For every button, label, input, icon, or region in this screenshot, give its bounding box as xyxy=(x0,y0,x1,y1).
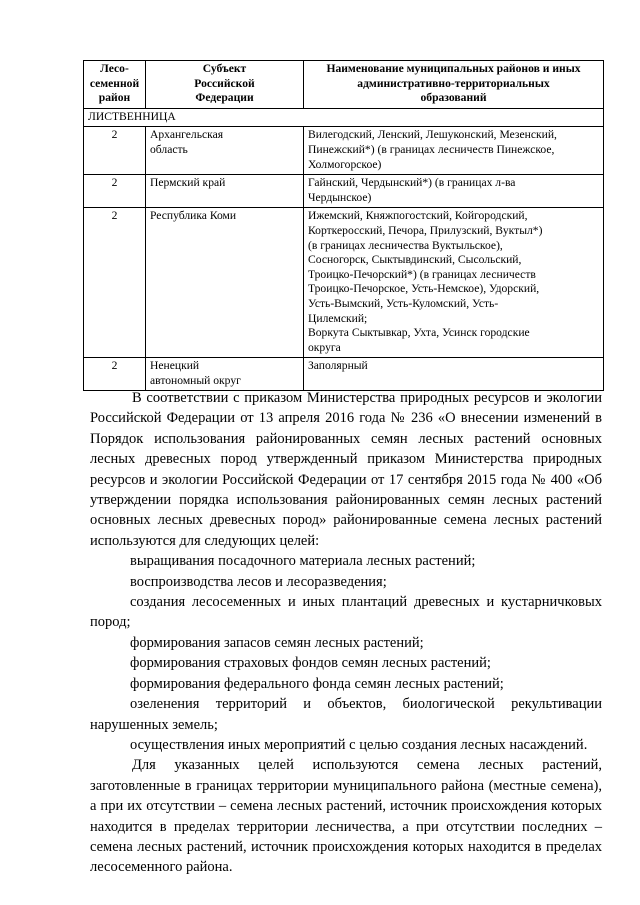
purpose-item: создания лесосеменных и иных плантаций древесных и кустарничковых пород; xyxy=(90,594,602,631)
table-row xyxy=(84,175,604,208)
subject-cell: Пермский край xyxy=(146,175,304,208)
header-districts: Наименование муниципальных районов и иных административно-территориальных образований xyxy=(304,61,604,109)
districts-cell: Заполярный xyxy=(304,358,604,391)
purpose-item: осуществления иных мероприятий с целью создания лесных насаждений. xyxy=(130,736,588,753)
header-federal-subject: Субъект Российской Федерации xyxy=(146,61,304,109)
header-seed-zone: Лесо- семенной район xyxy=(84,61,146,109)
body-text xyxy=(90,388,602,878)
closing-paragraph: Для указанных целей используются семена лесных растений, заготовленные в границах территории муниципального района (местные семена), а при их отсутствии – семена лесных растений, источник происхождения которых находится в пределах территории лесничества, а при отсутствии последних – семена лесных растений, источник происхождения которых находится в пределах лесосеменного района. xyxy=(90,757,602,876)
districts-cell: Ижемский, Княжпогостский, Койгородский, Корткеросский, Печора, Прилузский, Вуктыл*) (в границах лесничества Вуктыльское), Сосногорск, Сыктывдинский, Сысольский, Троицко-Печорский*) (в границах лесничеств Троицко-Печорское, Усть-Немское), Удорский, Усть-Вымский, Усть-Куломский, Усть- Цилемский; Воркута Сыктывкар, Ухта, Усинск городские округа xyxy=(304,208,604,358)
purpose-item: выращивания посадочного материала лесных растений; xyxy=(130,553,476,570)
zone-cell: 2 xyxy=(84,208,146,358)
districts-cell: Гайнский, Чердынский*) (в границах л-ва Чердынское) xyxy=(304,175,604,208)
table-row xyxy=(84,208,604,358)
purpose-item: формирования федерального фонда семян лесных растений; xyxy=(130,675,504,692)
regions-table xyxy=(83,60,604,391)
subject-cell: Республика Коми xyxy=(146,208,304,358)
zone-cell: 2 xyxy=(84,175,146,208)
table-header-row xyxy=(84,61,604,109)
section-row xyxy=(84,108,604,127)
purpose-item: воспроизводства лесов и лесоразведения; xyxy=(130,573,387,590)
districts-cell: Вилегодский, Ленский, Лешуконский, Мезенский, Пинежский*) (в границах лесничеств Пинежское, Холмогорское) xyxy=(304,127,604,175)
section-label: ЛИСТВЕННИЦА xyxy=(84,108,604,127)
table-row xyxy=(84,127,604,175)
purpose-item: озеленения территорий и объектов, биологической рекультивации нарушенных земель; xyxy=(90,696,602,733)
intro-paragraph: В соответствии с приказом Министерства природных ресурсов и экологии Российской Федерации от 13 апреля 2016 года № 236 «О внесении изменений в Порядок использования районированных семян лесных растений основных лесных древесных пород утвержденный приказом Министерства природных ресурсов и экологии Российской Федерации от 17 сентября 2015 года № 400 «Об утверждении порядка использования районированных семян лесных растений основных лесных древесных пород» районированные семена лесных растений используются для следующих целей: xyxy=(90,390,602,549)
table-row xyxy=(84,358,604,391)
subject-cell: Ненецкий автономный округ xyxy=(146,358,304,391)
purpose-item: формирования запасов семян лесных растений; xyxy=(130,634,424,651)
zone-cell: 2 xyxy=(84,127,146,175)
subject-cell: Архангельская область xyxy=(146,127,304,175)
purpose-item: формирования страховых фондов семян лесных растений; xyxy=(130,655,491,672)
zone-cell: 2 xyxy=(84,358,146,391)
